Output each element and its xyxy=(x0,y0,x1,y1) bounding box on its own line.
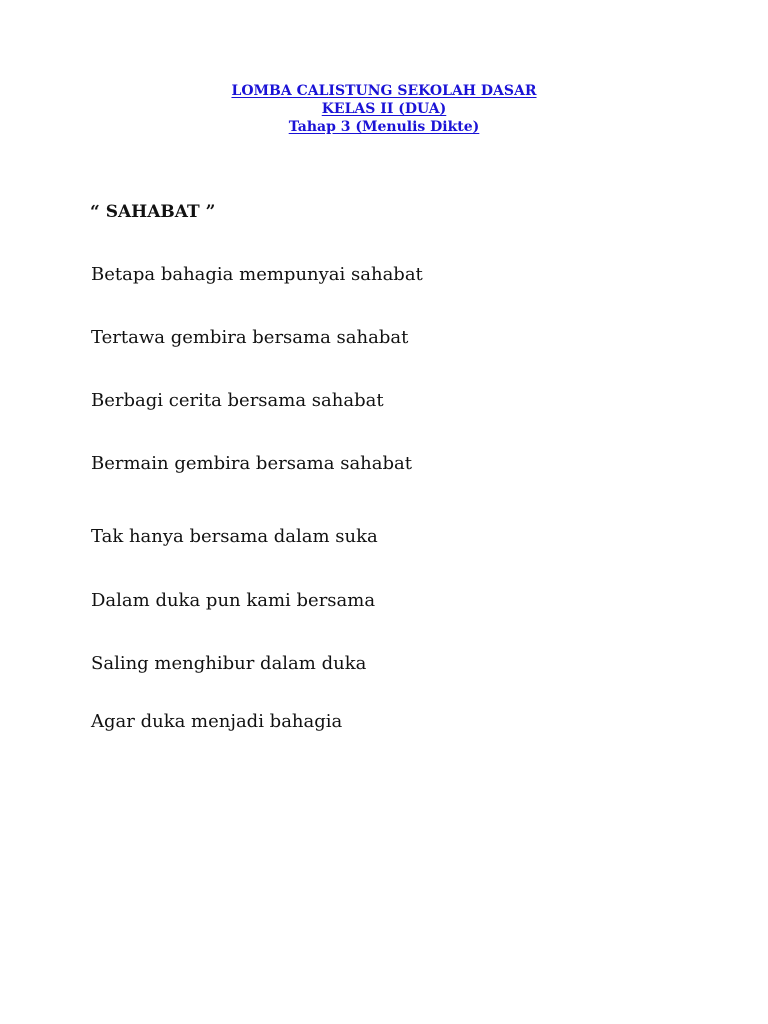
poem-line: Agar duka menjadi bahagia xyxy=(91,711,343,732)
poem-line: Dalam duka pun kami bersama xyxy=(91,590,376,611)
poem-line: Saling menghibur dalam duka xyxy=(91,653,367,674)
grade-label: KELAS II (DUA) xyxy=(321,101,447,117)
competition-title: LOMBA CALISTUNG SEKOLAH DASAR xyxy=(231,83,537,99)
poem-line: Tak hanya bersama dalam suka xyxy=(91,526,378,547)
poem-line: Berbagi cerita bersama sahabat xyxy=(91,390,384,411)
poem-line: Tertawa gembira bersama sahabat xyxy=(91,327,409,348)
poem-line: Betapa bahagia mempunyai sahabat xyxy=(91,264,423,285)
poem-line: Bermain gembira bersama sahabat xyxy=(91,453,412,474)
document-header xyxy=(0,82,768,136)
poem-title: “ SAHABAT ” xyxy=(90,202,216,222)
stage-label: Tahap 3 (Menulis Dikte) xyxy=(288,119,480,135)
